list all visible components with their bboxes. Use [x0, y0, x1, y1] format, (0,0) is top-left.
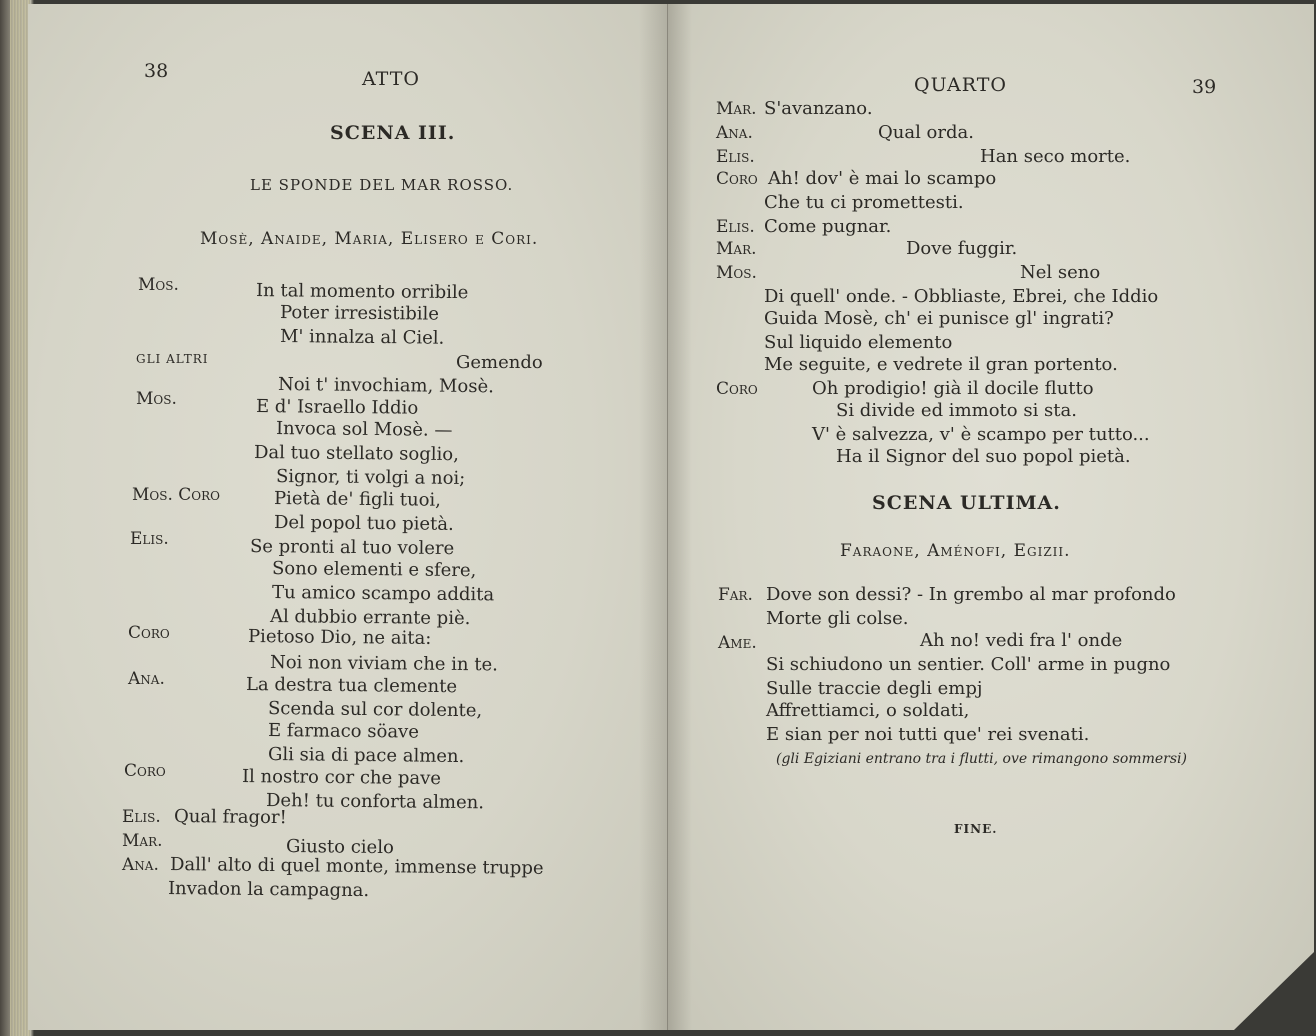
- page-edges: [10, 0, 30, 1036]
- speaker-label: Mos. Coro: [132, 485, 220, 505]
- speaker-label: Coro: [716, 379, 758, 399]
- left-page: [28, 4, 668, 1030]
- gutter-shadow: [639, 4, 667, 1030]
- speaker-label: Coro: [128, 623, 170, 643]
- scene-title: SCENA ULTIMA.: [872, 492, 1061, 514]
- speaker-label: Ana.: [128, 669, 165, 689]
- speaker-label: Ana.: [122, 855, 159, 875]
- running-head: QUARTO: [914, 74, 1007, 96]
- speaker-label: Mar.: [716, 99, 757, 119]
- verse-line: Noi non viviam che in te.: [269, 652, 499, 676]
- verse-line: E farmaco söave: [267, 720, 420, 743]
- verse-line: Pietà de' figli tuoi,: [273, 488, 442, 511]
- verse-line: Guida Mosè, ch' ei punisce gl' ingrati?: [764, 308, 1114, 329]
- speaker-label: Elis.: [716, 217, 755, 237]
- speaker-label: Mos.: [136, 389, 177, 409]
- verse-line: Al dubbio errante piè.: [269, 606, 471, 630]
- verse-line: Di quell' onde. - Obbliaste, Ebrei, che Iddio: [764, 286, 1159, 307]
- verse-line: Dal tuo stellato soglio,: [253, 442, 459, 466]
- verse-line: Morte gli colse.: [766, 608, 909, 629]
- verse-line: Pietoso Dio, ne aita:: [247, 626, 432, 649]
- verse-line: S'avanzano.: [764, 98, 873, 119]
- verse-line: Qual orda.: [878, 122, 974, 143]
- speaker-label: Ame.: [718, 633, 757, 653]
- right-page: [668, 4, 1314, 1030]
- verse-line: In tal momento orribile: [255, 280, 469, 304]
- verse-line: La destra tua clemente: [245, 674, 458, 698]
- cast-list: Mosè, Anaide, Maria, Elisero e Cori.: [200, 229, 539, 249]
- speaker-label: Mos.: [716, 263, 757, 283]
- verse-line: Giusto cielo: [285, 836, 394, 859]
- verse-line: V' è salvezza, v' è scampo per tutto...: [812, 424, 1150, 445]
- verse-line: Poter irresistibile: [279, 302, 440, 325]
- verse-line: M' innalza al Ciel.: [279, 326, 445, 349]
- verse-line: E d' Israello Iddio: [255, 396, 419, 419]
- verse-line: Noi t' invochiam, Mosè.: [277, 374, 494, 398]
- end-mark: FINE.: [954, 822, 998, 836]
- verse-line: Scenda sul cor dolente,: [267, 698, 483, 722]
- verse-line: Tu amico scampo addita: [271, 582, 495, 606]
- verse-line: Gli sia di pace almen.: [267, 744, 465, 768]
- speaker-label: Coro: [124, 761, 166, 781]
- verse-line: Come pugnar.: [764, 216, 892, 237]
- speaker-label: Coro: [716, 169, 758, 189]
- verse-line: Oh prodigio! già il docile flutto: [812, 378, 1094, 399]
- speaker-label: Mar.: [716, 239, 757, 259]
- verse-line: Ha il Signor del suo popol pietà.: [836, 446, 1131, 467]
- scene-title: SCENA III.: [330, 122, 456, 144]
- speaker-label: Mar.: [122, 831, 163, 851]
- scene-setting: LE SPONDE DEL MAR ROSSO.: [250, 176, 514, 194]
- verse-line: Nel seno: [1020, 262, 1101, 283]
- speaker-label: GLI ALTRI: [136, 352, 209, 366]
- verse-line: Ah no! vedi fra l' onde: [920, 630, 1123, 651]
- verse-line: Sono elementi e sfere,: [271, 558, 477, 582]
- verse-line: Me seguite, e vedrete il gran portento.: [764, 354, 1118, 375]
- verse-line: Affrettiamci, o soldati,: [766, 700, 970, 721]
- verse-line: Gemendo: [456, 352, 543, 373]
- verse-line: Dove son dessi? - In grembo al mar profondo: [766, 584, 1176, 605]
- verse-line: E sian per noi tutti que' rei svenati.: [766, 724, 1090, 745]
- verse-line: Sul liquido elemento: [764, 332, 953, 353]
- verse-line: Qual fragor!: [173, 806, 287, 829]
- verse-line: Il nostro cor che pave: [241, 766, 442, 790]
- verse-line: Che tu ci promettesti.: [764, 192, 964, 213]
- speaker-label: Far.: [718, 585, 753, 605]
- speaker-label: Ana.: [716, 123, 753, 143]
- verse-line: Si divide ed immoto si sta.: [836, 400, 1077, 421]
- verse-line: Invoca sol Mosè. —: [275, 418, 453, 441]
- verse-line: Si schiudono un sentier. Coll' arme in pugno: [766, 654, 1171, 675]
- page-number: 39: [1192, 76, 1217, 98]
- verse-line: Dove fuggir.: [906, 238, 1018, 259]
- gutter-shadow: [668, 4, 692, 1030]
- verse-line: Se pronti al tuo volere: [249, 536, 455, 560]
- speaker-label: Elis.: [122, 807, 161, 827]
- speaker-label: Elis.: [716, 147, 755, 167]
- verse-line: Ah! dov' è mai lo scampo: [768, 168, 997, 189]
- verse-line: Han seco morte.: [980, 146, 1131, 167]
- running-head: ATTO: [362, 68, 420, 90]
- folded-corner: [1234, 952, 1314, 1030]
- verse-line: Sulle traccie degli empj: [766, 678, 983, 699]
- verse-line: Signor, ti volgi a noi;: [275, 466, 466, 489]
- stage-direction: (gli Egiziani entrano tra i flutti, ove rimangono sommersi): [776, 751, 1187, 767]
- cast-list: Faraone, Aménofi, Egizii.: [840, 541, 1071, 561]
- verse-line: Del popol tuo pietà.: [273, 512, 454, 535]
- verse-line: Invadon la campagna.: [167, 878, 370, 902]
- speaker-label: Mos.: [138, 275, 179, 295]
- verse-line: Dall' alto di quel monte, immense truppe: [169, 854, 544, 879]
- speaker-label: Elis.: [130, 529, 169, 549]
- verse-line: Deh! tu conforta almen.: [265, 790, 485, 814]
- page-number: 38: [144, 60, 169, 82]
